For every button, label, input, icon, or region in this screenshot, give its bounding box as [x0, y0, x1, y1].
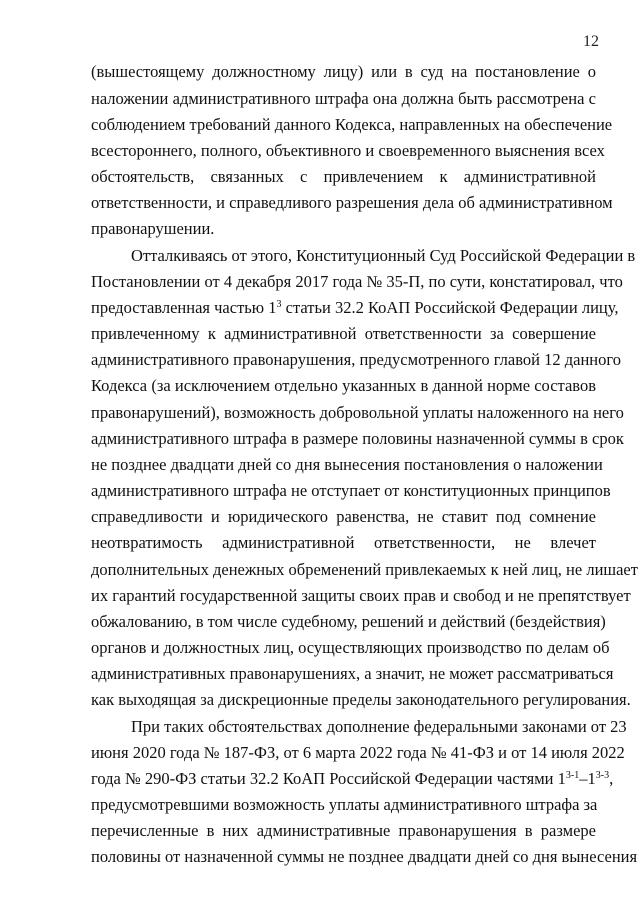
text-line: органов и должностных лиц, осуществляющих производство по делам об: [91, 638, 610, 657]
text-fragment: предоставленная частью 1: [91, 298, 277, 317]
text-line: дополнительных денежных обременений привлекаемых к ней лиц, не лишает: [91, 560, 638, 579]
superscript: 3-3: [595, 770, 610, 781]
text-line: июня 2020 года № 187-ФЗ, от 6 марта 2022 года № 41-ФЗ и от 14 июля 2022: [91, 743, 625, 762]
superscript: 3-1: [565, 770, 580, 781]
text-line: административных правонарушениях, а значит, не может рассматриваться: [91, 664, 614, 683]
text-fragment: –1: [579, 769, 596, 788]
text-line: обжалованию, в том числе судебному, решений и действий (бездействия): [91, 612, 606, 631]
text-line: наложении административного штрафа она должна быть рассмотрена с: [91, 89, 596, 108]
text-line: предусмотревшими возможность уплаты административного штрафа за: [91, 795, 598, 814]
text-fragment: статьи 32.2 КоАП Российской Федерации лицу,: [281, 298, 619, 317]
text-line: Постановлении от 4 декабря 2017 года № 35-П, по сути, констатировал, что: [91, 272, 623, 291]
text-line: административного штрафа в размере половины назначенной суммы в срок: [91, 429, 624, 448]
text-fragment: года № 290-ФЗ статьи 32.2 КоАП Российской Федерации частями 1: [91, 769, 566, 788]
superscript: 3: [276, 299, 282, 310]
text-line: не позднее двадцати дней со дня вынесения постановления о наложении: [91, 455, 603, 474]
text-line: справедливости и юридического равенства, не ставит под сомнение: [91, 507, 596, 526]
text-line: обстоятельств, связанных с привлечением к административной: [91, 167, 596, 186]
text-line: их гарантий государственной защиты своих прав и свобод и не препятствует: [91, 586, 631, 605]
text-line: неотвратимость административной ответственности, не влечет: [91, 533, 596, 552]
text-line: административного штрафа не отступает от конституционных принципов: [91, 481, 611, 500]
text-line: всестороннего, полного, объективного и своевременного выяснения всех: [91, 141, 605, 160]
text-line: перечисленные в них административные правонарушения в размере: [91, 821, 596, 840]
text-line: как выходящая за дискреционные пределы законодательного регулирования.: [91, 690, 631, 709]
text-line: привлеченному к административной ответственности за совершение: [91, 324, 596, 343]
text-line-with-superscript: [91, 768, 614, 790]
text-line: правонарушений), возможность добровольной уплаты наложенного на него: [91, 403, 624, 422]
text-line-with-superscript: [91, 297, 619, 319]
text-line: правонарушении.: [91, 219, 215, 238]
text-line: При таких обстоятельствах дополнение федеральными законами от 23: [131, 717, 627, 736]
text-fragment: ,: [609, 769, 614, 788]
page-number: 12: [583, 33, 599, 50]
text-line: административного правонарушения, предусмотренного главой 12 данного: [91, 350, 621, 369]
text-line: половины от назначенной суммы не позднее двадцати дней со дня вынесения: [91, 847, 638, 866]
text-line: ответственности, и справедливого разрешения дела об административном: [91, 193, 613, 212]
text-line: (вышестоящему должностному лицу) или в суд на постановление о: [91, 62, 596, 81]
text-line: Отталкиваясь от этого, Конституционный Суд Российской Федерации в: [131, 246, 636, 265]
text-line: Кодекса (за исключением отдельно указанных в данной норме составов: [91, 376, 596, 395]
text-line: соблюдением требований данного Кодекса, направленных на обеспечение: [91, 115, 613, 134]
